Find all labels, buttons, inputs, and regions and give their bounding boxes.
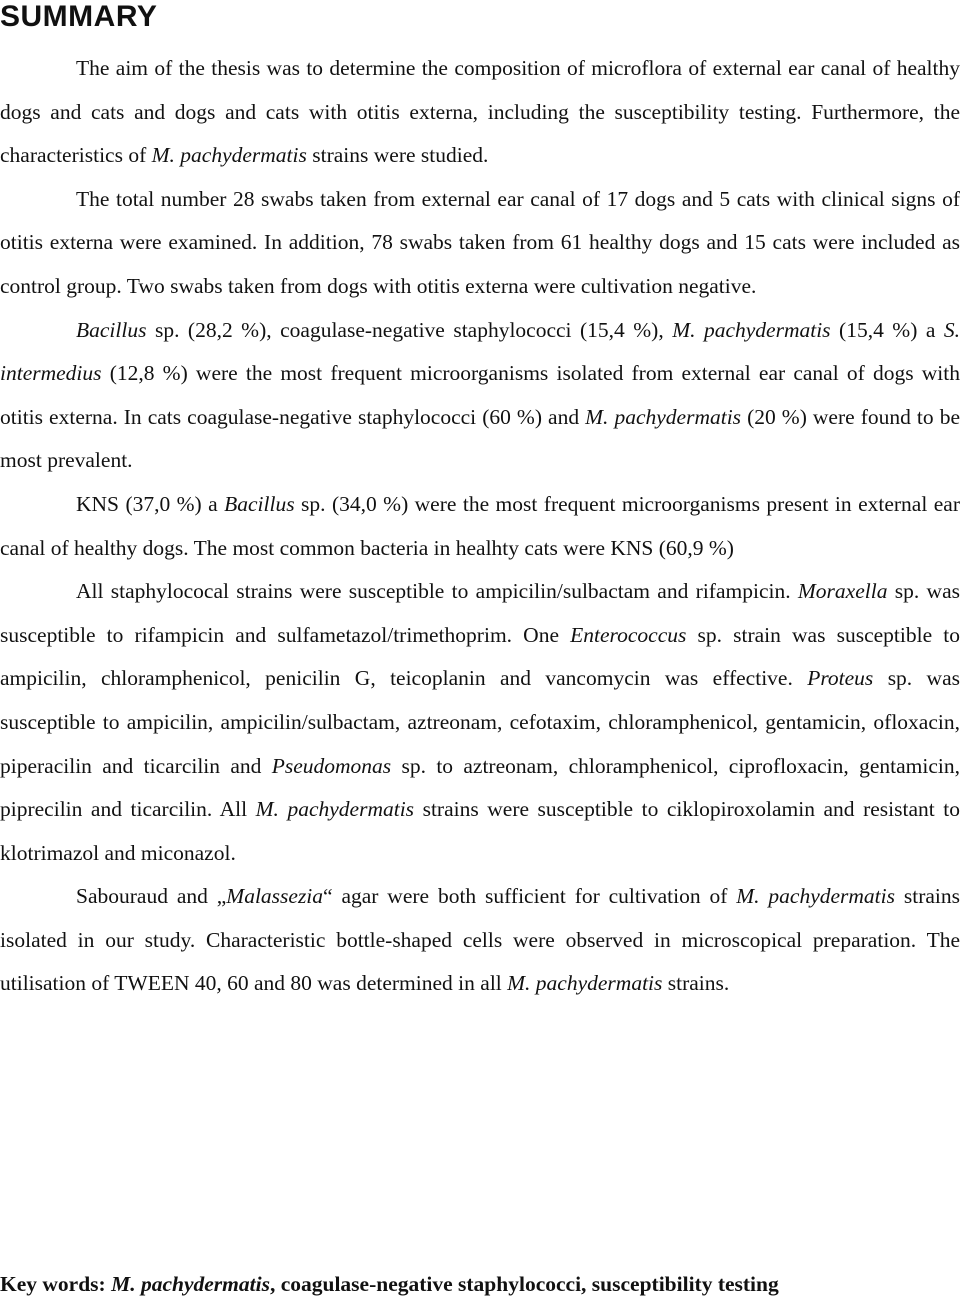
species-name: M. pachydermatis <box>507 971 663 996</box>
species-name: M. pachydermatis <box>111 1272 270 1296</box>
species-name: M. pachydermatis <box>736 884 895 909</box>
species-name: M. pachydermatis <box>255 797 415 822</box>
species-name: Moraxella <box>797 579 888 604</box>
keywords-list: , coagulase-negative staphylococci, susceptibility testing <box>269 1272 779 1296</box>
text-run: All staphylococal strains were susceptible to ampicilin/sulbactam and rifampicin. <box>76 579 798 604</box>
text-run: strains isolated in our study. Characteristic bottle-shaped cells were observed in microscopical preparation. The utilisation of TWEEN 40, 60 and 80 was determined in all <box>0 884 960 996</box>
keywords-line <box>0 1270 960 1298</box>
text-run: sp. (34,0 %) were the most frequent microorganisms present in external ear canal of healthy dogs. The most common bacteria in healhty cats were KNS (60,9 %) <box>0 491 960 560</box>
text-run: KNS (37,0 %) a <box>76 491 225 516</box>
paragraph-healthy-findings <box>0 483 960 570</box>
species-name: Bacillus <box>76 317 147 342</box>
species-name: M. pachydermatis <box>672 317 831 342</box>
text-run: sp. was susceptible to rifampicin and sulfametazol/trimethoprim. One <box>0 579 960 647</box>
text-run: sp. strain was susceptible to ampicilin, chloramphenicol, penicilin G, teicoplanin and vancomycin was effective. <box>0 622 960 691</box>
paragraph-otitis-findings <box>0 309 960 483</box>
text-run: The aim of the thesis was to determine the composition of microflora of external ear canal of healthy dogs and cats and dogs and cats with otitis externa, including the susceptibility testing. Furthermore, the characteristics of <box>0 56 960 168</box>
paragraph-samples <box>0 178 960 309</box>
summary-heading: SUMMARY <box>0 0 158 33</box>
species-name: Proteus <box>807 666 874 691</box>
text-run: sp. was susceptible to ampicilin, ampicilin/sulbactam, aztreonam, cefotaxim, chloramphenicol, gentamicin, ofloxacin, piperacilin and ticarcilin and <box>0 666 960 778</box>
text-run: sp. (28,2 %), coagulase-negative staphylococci (15,4 %), <box>146 317 673 342</box>
species-name: S. intermedius <box>0 317 960 386</box>
species-name: Pseudomonas <box>271 753 392 778</box>
text-run: The total number 28 swabs taken from external ear canal of 17 dogs and 5 cats with clinical signs of otitis externa were examined. In addition, 78 swabs taken from 61 healthy dogs and 15 cats were included as control group. Two swabs taken from dogs with otitis externa were cultivation negative. <box>0 186 960 298</box>
text-run: strains were studied. <box>306 143 489 168</box>
species-name: Enterococcus <box>570 622 687 647</box>
paragraph-aim <box>0 47 960 178</box>
text-run: strains were susceptible to ciklopiroxolamin and resistant to klotrimazol and miconazol. <box>0 797 960 865</box>
paragraph-susceptibility <box>0 570 960 875</box>
species-name: M. pachydermatis <box>151 143 307 168</box>
text-run: (15,4 %) a <box>830 317 944 342</box>
text-run: Sabouraud and „ <box>76 884 227 909</box>
species-name: Malassezia <box>226 884 324 909</box>
text-run: sp. to aztreonam, chloramphenicol, ciprofloxacin, gentamicin, piprecilin and ticarcilin. All <box>0 753 960 822</box>
keywords-label: Key words: <box>0 1272 112 1296</box>
paragraph-cultivation <box>0 875 960 1006</box>
species-name: Bacillus <box>224 491 295 516</box>
summary-body <box>0 47 960 1006</box>
species-name: M. pachydermatis <box>585 404 742 429</box>
text-run: strains. <box>662 971 730 996</box>
text-run: “ agar were both sufficient for cultivation of <box>323 884 737 909</box>
text-run: (20 %) were found to be most prevalent. <box>0 404 960 473</box>
text-run: (12,8 %) were the most frequent microorganisms isolated from external ear canal of dogs with otitis externa. In cats coagulase-negative staphylococci (60 %) and <box>0 361 960 429</box>
